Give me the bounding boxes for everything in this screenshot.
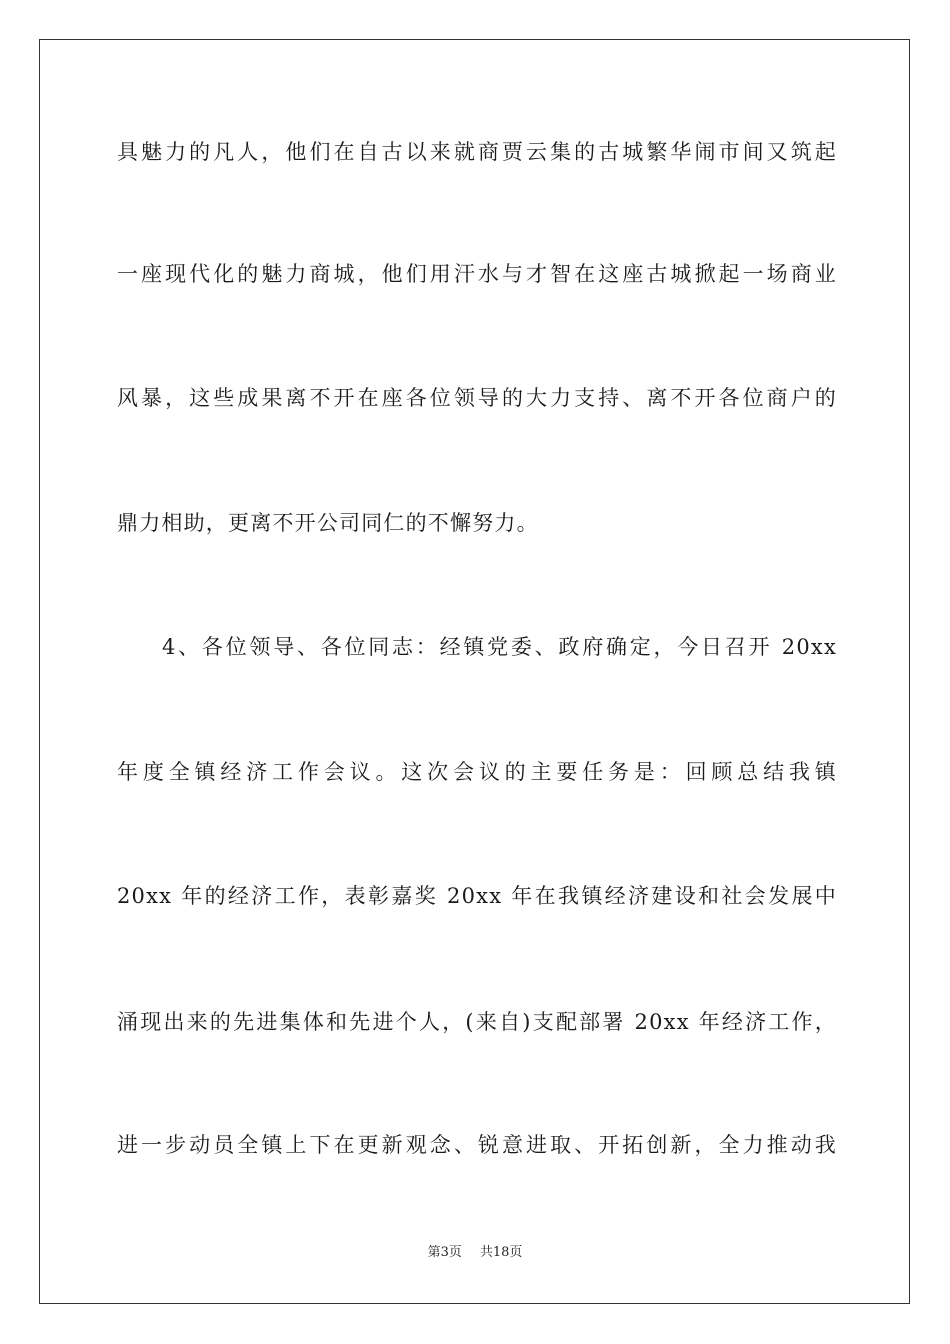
body-text-line: 鼎力相助，更离不开公司同仁的不懈努力。 bbox=[117, 511, 539, 535]
body-text-line: 风暴，这些成果离不开在座各位领导的大力支持、离不开各位商户的 bbox=[117, 386, 837, 410]
page-total: 共18页 bbox=[479, 1245, 523, 1260]
paragraph-first-line: 4、各位领导、各位同志：经镇党委、政府确定，今日召开 20xx bbox=[162, 635, 837, 659]
body-text-line: 进一步动员全镇上下在更新观念、锐意进取、开拓创新，全力推动我 bbox=[117, 1133, 837, 1157]
page-border bbox=[39, 39, 910, 1304]
body-text-line: 20xx 年的经济工作，表彰嘉奖 20xx 年在我镇经济建设和社会发展中 bbox=[117, 884, 837, 908]
body-text-line: 一座现代化的魅力商城，他们用汗水与才智在这座古城掀起一场商业 bbox=[117, 262, 837, 286]
body-text-line: 年度全镇经济工作会议。这次会议的主要任务是：回顾总结我镇 bbox=[117, 760, 837, 784]
body-text-line: 涌现出来的先进集体和先进个人，(来自)支配部署 20xx 年经济工作， bbox=[117, 1010, 837, 1034]
body-text-line: 具魅力的凡人，他们在自古以来就商贾云集的古城繁华闹市间又筑起 bbox=[117, 140, 837, 164]
page-number: 第3页 bbox=[427, 1245, 462, 1260]
page-footer bbox=[0, 1244, 950, 1262]
